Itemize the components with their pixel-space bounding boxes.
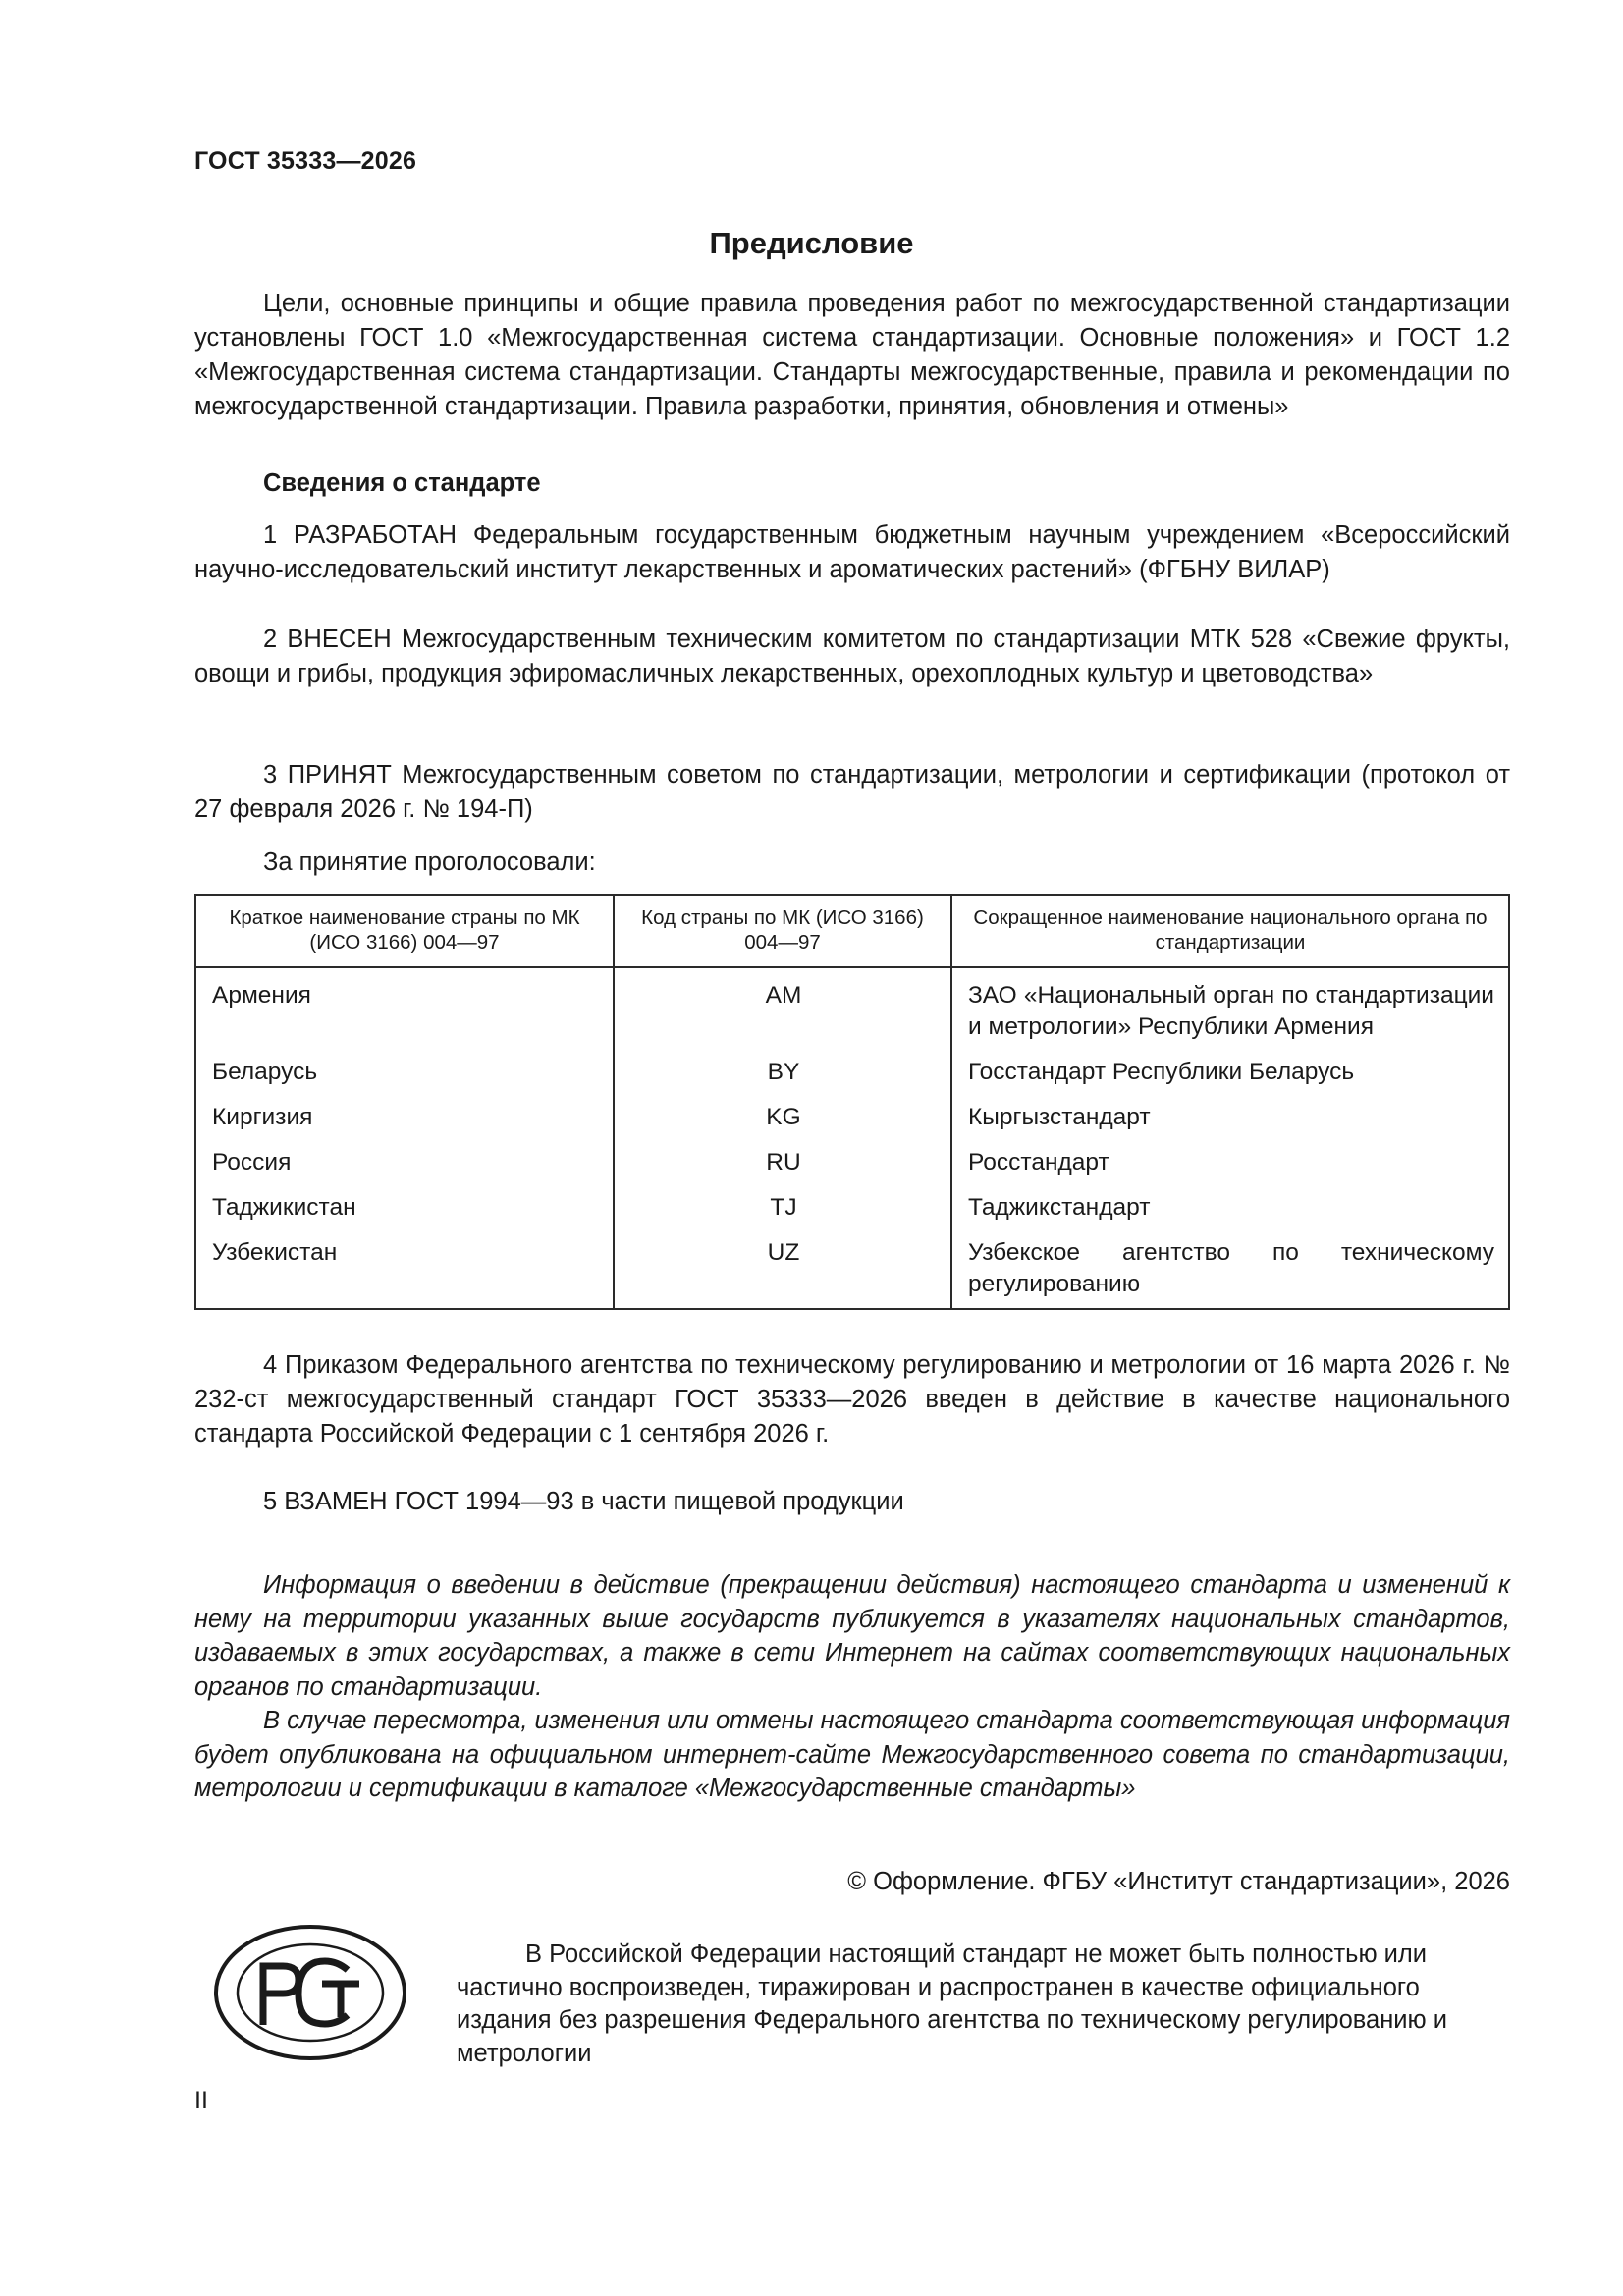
- intro-paragraph: Цели, основные принципы и общие правила проведения работ по межгосударственной стандартизации установлены ГОСТ 1.0 «Межгосударственная система стандартизации. Основные положения» и ГОСТ 1.2 «Межгосударственная система стандартизации. Стандарты межгосударственные, правила и рекомендации по межгосударственной стандартизации. Правила разработки, принятия, обновления и отмены»: [194, 290, 1510, 420]
- table-row: [195, 1141, 1509, 1186]
- country-code: KG: [614, 1096, 951, 1141]
- header-national-body: Сокращенное наименование национального органа по стандартизации: [951, 895, 1509, 967]
- notice-paragraph-2: В случае пересмотра, изменения или отмены настоящего стандарта соответствующая информация будет опубликована на официальном интернет-сайте Межгосударственного совета по стандартизации, метрологии и сертификации в каталоге «Межгосударственные стандарты»: [194, 1707, 1510, 1802]
- header-country-name: Краткое наименование страны по МК (ИСО 3166) 004—97: [195, 895, 614, 967]
- country-name: Армения: [195, 967, 614, 1051]
- table-row: [195, 1231, 1509, 1309]
- national-body-name: Таджикстандарт: [951, 1186, 1509, 1231]
- item-1-paragraph: 1 РАЗРАБОТАН Федеральным государственным бюджетным научным учреждением «Всероссийский научно-исследовательский институт лекарственных и ароматических растений» (ФГБНУ ВИЛАР): [194, 521, 1510, 583]
- national-body-name: Госстандарт Республики Беларусь: [951, 1051, 1509, 1096]
- publication-notice: [194, 1568, 1510, 1806]
- country-code: TJ: [614, 1186, 951, 1231]
- country-code: BY: [614, 1051, 951, 1096]
- member-states-table: [194, 894, 1510, 1310]
- country-code: UZ: [614, 1231, 951, 1309]
- header-country-code: Код страны по МК (ИСО 3166) 004—97: [614, 895, 951, 967]
- rst-logo-icon: [212, 1923, 408, 2062]
- national-body-name: Кыргызстандарт: [951, 1096, 1509, 1141]
- reproduction-notice: В Российской Федерации настоящий стандарт не может быть полностью или частично воспроизведен, тиражирован и распространен в качестве официального издания без разрешения Федерального агентства по техническому регулированию и метрологии: [457, 1941, 1447, 2067]
- table-row: [195, 1051, 1509, 1096]
- copyright-line: © Оформление. ФГБУ «Институт стандартизации», 2026: [847, 1868, 1510, 1895]
- section-heading: Сведения о стандарте: [263, 469, 541, 497]
- national-body-name: Росстандарт: [951, 1141, 1509, 1186]
- vote-intro: За принятие проголосовали:: [263, 848, 596, 876]
- table-header-row: [195, 895, 1509, 967]
- country-name: Россия: [195, 1141, 614, 1186]
- item-4-paragraph: 4 Приказом Федерального агентства по техническому регулированию и метрологии от 16 марта 2026 г. № 232-ст межгосударственный стандарт ГОСТ 35333—2026 введен в действие в качестве национального стандарта Российской Федерации с 1 сентября 2026 г.: [194, 1351, 1510, 1448]
- country-code: AM: [614, 967, 951, 1051]
- page-title: Предисловие: [709, 226, 914, 260]
- item-5-paragraph: 5 ВЗАМЕН ГОСТ 1994—93 в части пищевой продукции: [263, 1488, 904, 1515]
- item-3-paragraph: 3 ПРИНЯТ Межгосударственным советом по стандартизации, метрологии и сертификации (протокол от 27 февраля 2026 г. № 194-П): [194, 761, 1510, 823]
- country-name: Таджикистан: [195, 1186, 614, 1231]
- table-row: [195, 967, 1509, 1051]
- table-row: [195, 1096, 1509, 1141]
- notice-paragraph-1: Информация о введении в действие (прекращении действия) настоящего стандарта и изменений к нему на территории указанных выше государств публикуется в указателях национальных стандартов, издаваемых в этих государствах, а также в сети Интернет на сайтах соответствующих национальных органов по стандартизации.: [194, 1571, 1510, 1701]
- national-body-name: ЗАО «Национальный орган по стандартизации и метрологии» Республики Армения: [951, 967, 1509, 1051]
- country-name: Узбекистан: [195, 1231, 614, 1309]
- page-number: II: [194, 2087, 208, 2114]
- country-code: RU: [614, 1141, 951, 1186]
- item-2-paragraph: 2 ВНЕСЕН Межгосударственным техническим комитетом по стандартизации МТК 528 «Свежие фрукты, овощи и грибы, продукция эфиромасличных лекарственных, орехоплодных культур и цветоводства»: [194, 626, 1510, 687]
- table-row: [195, 1186, 1509, 1231]
- national-body-name: Узбекское агентство по техническому регулированию: [951, 1231, 1509, 1309]
- document-code: ГОСТ 35333—2026: [194, 147, 417, 175]
- country-name: Беларусь: [195, 1051, 614, 1096]
- country-name: Киргизия: [195, 1096, 614, 1141]
